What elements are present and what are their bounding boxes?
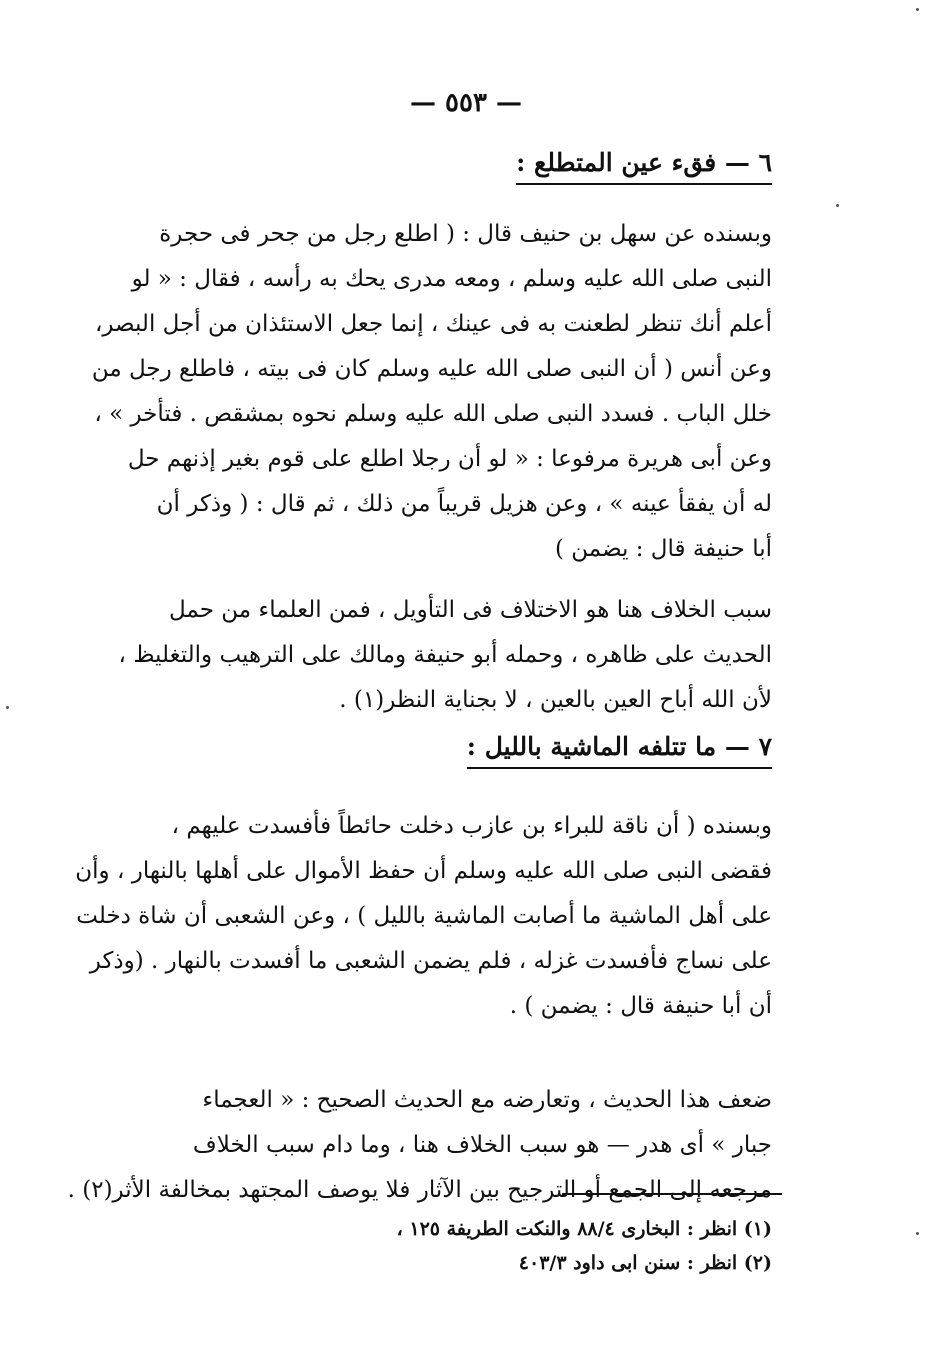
paragraph	[118, 588, 772, 723]
text-line: النبى صلى الله عليه وسلم ، ومعه مدرى يحك به رأسه ، فقال : « لو	[131, 266, 772, 292]
scan-speck	[916, 1232, 919, 1235]
text-line: وبسنده عن سهل بن حنيف قال : ( اطلع رجل من جحر فى حجرة	[159, 221, 772, 247]
section-heading-text: ٧ — ما تتلفه الماشية بالليل :	[467, 732, 772, 769]
text-line: له أن يفقأ عينه » ، وعن هزيل قريباً من ذلك ، ثم قال : ( وذكر أن	[156, 491, 772, 517]
text-line: مرجعه إلى الجمع أو الترجيح بين الآثار فلا يوصف المجتهد بمخالفة الأثر(٢) .	[67, 1177, 772, 1203]
text-line: وبسنده ( أن ناقة للبراء بن عازب دخلت حائطاً فأفسدت عليهم ،	[171, 813, 772, 839]
scan-speck	[836, 204, 839, 207]
text-line: أبا حنيفة قال : يضمن )	[554, 536, 772, 562]
text-line: سبب الخلاف هنا هو الاختلاف فى التأويل ، فمن العلماء من حمل	[169, 597, 772, 623]
section-heading	[516, 148, 772, 177]
section-heading-text: ٦ — فقء عين المتطلع :	[516, 148, 772, 185]
scan-speck	[6, 706, 9, 709]
text-line: فقضى النبى صلى الله عليه وسلم أن حفظ الأموال على أهلها بالنهار ، وأن	[75, 858, 772, 884]
text-line: على أهل الماشية ما أصابت الماشية بالليل ) ، وعن الشعبى أن شاة دخلت	[76, 903, 772, 929]
footnotes	[122, 1212, 772, 1280]
text-line: على نساج فأفسدت غزله ، فلم يضمن الشعبى ما أفسدت بالنهار . (وذكر	[89, 948, 772, 974]
text-line: ضعف هذا الحديث ، وتعارضه مع الحديث الصحيح : « العجماء	[202, 1087, 772, 1113]
text-line: أعلم أنك تنظر لطعنت به فى عينك ، إنما جعل الاستئذان من أجل البصر،	[94, 311, 772, 337]
text-line: لأن الله أباح العين بالعين ، لا بجناية النظر(١) .	[339, 687, 772, 713]
paragraph	[91, 212, 772, 572]
text-line: الحديث على ظاهره ، وحمله أبو حنيفة ومالك على الترهيب والتغليظ ،	[118, 642, 772, 668]
page-number: — ٥٥٣ —	[409, 88, 523, 118]
section-heading	[467, 732, 772, 761]
footnote-divider	[562, 1193, 782, 1195]
footnote: (٢) انظر : سنن ابى داود ٤٠٣/٣	[518, 1252, 772, 1274]
scan-speck	[916, 8, 919, 11]
text-line: وعن أنس ( أن النبى صلى الله عليه وسلم كان فى بيته ، فاطلع رجل من	[91, 356, 772, 382]
text-line: وعن أبى هريرة مرفوعا : « لو أن رجلا اطلع على قوم بغير إذنهم حل	[127, 446, 772, 472]
text-line: أن أبا حنيفة قال : يضمن ) .	[509, 993, 772, 1019]
paragraph	[75, 804, 772, 1029]
footnote: (١) انظر : البخارى ٨٨/٤ والنكت الطريفة ١٢٥ ،	[396, 1218, 772, 1240]
text-line: خلل الباب . فسدد النبى صلى الله عليه وسلم نحوه بمشقص . فتأخر » ،	[94, 401, 772, 427]
text-line: جبار » أى هدر — هو سبب الخلاف هنا ، وما دام سبب الخلاف	[192, 1132, 772, 1158]
